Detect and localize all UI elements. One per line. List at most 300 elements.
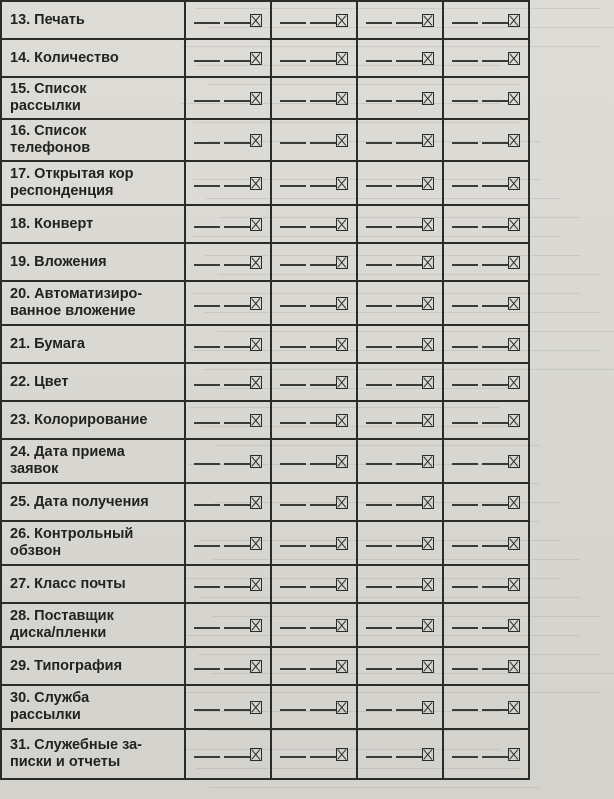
fill-in-blank[interactable] <box>280 346 306 348</box>
fill-in-blank[interactable] <box>366 22 392 24</box>
crossed-box-icon[interactable] <box>250 748 262 761</box>
crossed-box-icon[interactable] <box>508 701 520 714</box>
crossed-box-icon[interactable] <box>250 256 262 269</box>
crossed-box-icon[interactable] <box>508 660 520 673</box>
crossed-box-icon[interactable] <box>508 619 520 632</box>
fill-in-blank[interactable] <box>310 668 336 670</box>
fill-in-blank[interactable] <box>396 384 422 386</box>
fill-in-blank[interactable] <box>224 60 250 62</box>
fill-in-blank[interactable] <box>396 627 422 629</box>
fill-in-blank[interactable] <box>310 586 336 588</box>
fill-in-blank[interactable] <box>194 504 220 506</box>
answer-cell <box>357 483 443 521</box>
crossed-box-icon[interactable] <box>422 455 434 468</box>
crossed-box-icon[interactable] <box>336 177 348 190</box>
fill-in-blank[interactable] <box>310 463 336 465</box>
blank-lines <box>452 94 508 102</box>
answer-cell <box>357 401 443 439</box>
answer-cell <box>357 243 443 281</box>
fill-in-blank[interactable] <box>194 100 220 102</box>
crossed-box-icon[interactable] <box>250 660 262 673</box>
crossed-box-icon[interactable] <box>250 376 262 389</box>
blank-lines <box>194 258 250 266</box>
fill-in-blank[interactable] <box>194 226 220 228</box>
fill-in-blank[interactable] <box>310 709 336 711</box>
row-label: 29. Типография <box>1 647 185 685</box>
fill-in-blank[interactable] <box>396 305 422 307</box>
fill-in-blank[interactable] <box>224 142 250 144</box>
crossed-box-icon[interactable] <box>422 537 434 550</box>
fill-in-blank[interactable] <box>194 422 220 424</box>
fill-in-blank[interactable] <box>310 226 336 228</box>
fill-in-blank[interactable] <box>482 709 508 711</box>
fill-in-blank[interactable] <box>194 185 220 187</box>
fill-in-blank[interactable] <box>224 668 250 670</box>
fill-in-blank[interactable] <box>396 60 422 62</box>
crossed-box-icon[interactable] <box>250 14 262 27</box>
crossed-box-icon[interactable] <box>336 134 348 147</box>
crossed-box-icon[interactable] <box>508 92 520 105</box>
crossed-box-icon[interactable] <box>336 14 348 27</box>
fill-in-blank[interactable] <box>366 185 392 187</box>
fill-in-blank[interactable] <box>482 100 508 102</box>
fill-in-blank[interactable] <box>310 305 336 307</box>
table-row <box>1 401 529 439</box>
blank-lines <box>366 340 422 348</box>
fill-in-blank[interactable] <box>482 384 508 386</box>
fill-in-blank[interactable] <box>280 264 306 266</box>
fill-in-blank[interactable] <box>194 60 220 62</box>
crossed-box-icon[interactable] <box>508 338 520 351</box>
crossed-box-icon[interactable] <box>336 578 348 591</box>
crossed-box-icon[interactable] <box>250 134 262 147</box>
blank-lines <box>366 136 422 144</box>
answer-cell <box>185 161 271 205</box>
crossed-box-icon[interactable] <box>250 338 262 351</box>
fill-in-blank[interactable] <box>452 100 478 102</box>
blank-lines <box>452 580 508 588</box>
crossed-box-icon[interactable] <box>336 619 348 632</box>
fill-in-blank[interactable] <box>366 668 392 670</box>
fill-in-blank[interactable] <box>194 756 220 758</box>
fill-in-blank[interactable] <box>224 226 250 228</box>
fill-in-blank[interactable] <box>194 709 220 711</box>
answer-cell <box>271 243 357 281</box>
fill-in-blank[interactable] <box>482 264 508 266</box>
fill-in-blank[interactable] <box>366 627 392 629</box>
fill-in-blank[interactable] <box>280 668 306 670</box>
table-row <box>1 161 529 205</box>
fill-in-blank[interactable] <box>452 668 478 670</box>
crossed-box-icon[interactable] <box>508 297 520 310</box>
fill-in-blank[interactable] <box>310 60 336 62</box>
crossed-box-icon[interactable] <box>250 177 262 190</box>
fill-in-blank[interactable] <box>396 226 422 228</box>
fill-in-blank[interactable] <box>452 504 478 506</box>
crossed-box-icon[interactable] <box>336 701 348 714</box>
fill-in-blank[interactable] <box>482 586 508 588</box>
fill-in-blank[interactable] <box>224 305 250 307</box>
crossed-box-icon[interactable] <box>336 537 348 550</box>
fill-in-blank[interactable] <box>224 504 250 506</box>
crossed-box-icon[interactable] <box>422 92 434 105</box>
crossed-box-icon[interactable] <box>250 92 262 105</box>
crossed-box-icon[interactable] <box>422 218 434 231</box>
fill-in-blank[interactable] <box>310 346 336 348</box>
table-row <box>1 483 529 521</box>
crossed-box-icon[interactable] <box>508 414 520 427</box>
fill-in-blank[interactable] <box>452 422 478 424</box>
answer-cell <box>357 1 443 39</box>
crossed-box-icon[interactable] <box>422 619 434 632</box>
answer-cell <box>443 647 529 685</box>
fill-in-blank[interactable] <box>366 709 392 711</box>
fill-in-blank[interactable] <box>482 756 508 758</box>
fill-in-blank[interactable] <box>310 100 336 102</box>
fill-in-blank[interactable] <box>366 384 392 386</box>
fill-in-blank[interactable] <box>310 264 336 266</box>
crossed-box-icon[interactable] <box>422 578 434 591</box>
fill-in-blank[interactable] <box>194 142 220 144</box>
crossed-box-icon[interactable] <box>250 297 262 310</box>
crossed-box-icon[interactable] <box>336 297 348 310</box>
fill-in-blank[interactable] <box>452 142 478 144</box>
crossed-box-icon[interactable] <box>422 660 434 673</box>
fill-in-blank[interactable] <box>194 545 220 547</box>
blank-lines <box>194 662 250 670</box>
blank-lines <box>366 457 422 465</box>
crossed-box-icon[interactable] <box>422 748 434 761</box>
answer-cell <box>357 161 443 205</box>
fill-in-blank[interactable] <box>482 305 508 307</box>
crossed-box-icon[interactable] <box>336 376 348 389</box>
fill-in-blank[interactable] <box>194 627 220 629</box>
answer-cell <box>357 363 443 401</box>
fill-in-blank[interactable] <box>310 545 336 547</box>
fill-in-blank[interactable] <box>482 22 508 24</box>
fill-in-blank[interactable] <box>194 586 220 588</box>
table-row <box>1 243 529 281</box>
crossed-box-icon[interactable] <box>422 414 434 427</box>
crossed-box-icon[interactable] <box>508 578 520 591</box>
fill-in-blank[interactable] <box>310 627 336 629</box>
crossed-box-icon[interactable] <box>250 52 262 65</box>
fill-in-blank[interactable] <box>452 627 478 629</box>
answer-cell <box>185 281 271 325</box>
blank-lines <box>366 498 422 506</box>
fill-in-blank[interactable] <box>366 504 392 506</box>
blank-lines <box>452 220 508 228</box>
crossed-box-icon[interactable] <box>336 92 348 105</box>
answer-cell <box>443 161 529 205</box>
blank-lines <box>280 621 336 629</box>
fill-in-blank[interactable] <box>224 22 250 24</box>
fill-in-blank[interactable] <box>482 226 508 228</box>
crossed-box-icon[interactable] <box>508 256 520 269</box>
fill-in-blank[interactable] <box>366 422 392 424</box>
row-label: 15. Список рассылки <box>1 77 185 119</box>
crossed-box-icon[interactable] <box>250 218 262 231</box>
fill-in-blank[interactable] <box>280 22 306 24</box>
fill-in-blank[interactable] <box>310 422 336 424</box>
blank-lines <box>194 54 250 62</box>
fill-in-blank[interactable] <box>366 756 392 758</box>
answer-cell <box>185 647 271 685</box>
fill-in-blank[interactable] <box>280 142 306 144</box>
answer-cell <box>185 729 271 779</box>
fill-in-blank[interactable] <box>482 627 508 629</box>
answer-cell <box>185 685 271 729</box>
blank-lines <box>452 299 508 307</box>
fill-in-blank[interactable] <box>396 545 422 547</box>
blank-lines <box>452 457 508 465</box>
fill-in-blank[interactable] <box>224 463 250 465</box>
crossed-box-icon[interactable] <box>336 455 348 468</box>
fill-in-blank[interactable] <box>482 346 508 348</box>
fill-in-blank[interactable] <box>396 586 422 588</box>
row-label: 14. Количество <box>1 39 185 77</box>
answer-cell <box>271 1 357 39</box>
answer-cell <box>185 119 271 161</box>
fill-in-blank[interactable] <box>366 100 392 102</box>
fill-in-blank[interactable] <box>396 422 422 424</box>
crossed-box-icon[interactable] <box>422 134 434 147</box>
fill-in-blank[interactable] <box>280 586 306 588</box>
crossed-box-icon[interactable] <box>336 496 348 509</box>
fill-in-blank[interactable] <box>366 142 392 144</box>
blank-lines <box>452 136 508 144</box>
crossed-box-icon[interactable] <box>250 537 262 550</box>
blank-lines <box>452 498 508 506</box>
fill-in-blank[interactable] <box>194 264 220 266</box>
fill-in-blank[interactable] <box>366 60 392 62</box>
fill-in-blank[interactable] <box>280 545 306 547</box>
blank-lines <box>280 457 336 465</box>
blank-lines <box>194 378 250 386</box>
fill-in-blank[interactable] <box>224 709 250 711</box>
crossed-box-icon[interactable] <box>508 52 520 65</box>
fill-in-blank[interactable] <box>194 384 220 386</box>
fill-in-blank[interactable] <box>310 756 336 758</box>
row-label: 19. Вложения <box>1 243 185 281</box>
crossed-box-icon[interactable] <box>250 701 262 714</box>
row-label: 26. Контрольный обзвон <box>1 521 185 565</box>
fill-in-blank[interactable] <box>366 463 392 465</box>
blank-lines <box>194 220 250 228</box>
crossed-box-icon[interactable] <box>508 376 520 389</box>
answer-cell <box>443 325 529 363</box>
crossed-box-icon[interactable] <box>250 414 262 427</box>
fill-in-blank[interactable] <box>194 463 220 465</box>
fill-in-blank[interactable] <box>482 185 508 187</box>
crossed-box-icon[interactable] <box>422 701 434 714</box>
crossed-box-icon[interactable] <box>336 256 348 269</box>
fill-in-blank[interactable] <box>310 504 336 506</box>
answer-cell <box>185 205 271 243</box>
crossed-box-icon[interactable] <box>508 134 520 147</box>
fill-in-blank[interactable] <box>280 305 306 307</box>
crossed-box-icon[interactable] <box>336 748 348 761</box>
fill-in-blank[interactable] <box>452 185 478 187</box>
fill-in-blank[interactable] <box>452 384 478 386</box>
row-label: 23. Колорирование <box>1 401 185 439</box>
crossed-box-icon[interactable] <box>336 414 348 427</box>
blank-lines <box>452 621 508 629</box>
blank-lines <box>194 136 250 144</box>
fill-in-blank[interactable] <box>396 100 422 102</box>
crossed-box-icon[interactable] <box>422 256 434 269</box>
fill-in-blank[interactable] <box>224 185 250 187</box>
fill-in-blank[interactable] <box>452 22 478 24</box>
blank-lines <box>280 750 336 758</box>
fill-in-blank[interactable] <box>194 22 220 24</box>
fill-in-blank[interactable] <box>280 756 306 758</box>
answer-cell <box>443 363 529 401</box>
fill-in-blank[interactable] <box>280 463 306 465</box>
fill-in-blank[interactable] <box>224 545 250 547</box>
crossed-box-icon[interactable] <box>422 52 434 65</box>
fill-in-blank[interactable] <box>366 346 392 348</box>
fill-in-blank[interactable] <box>310 185 336 187</box>
blank-lines <box>366 580 422 588</box>
row-label: 28. Поставщик диска/пленки <box>1 603 185 647</box>
blank-lines <box>452 16 508 24</box>
crossed-box-icon[interactable] <box>422 338 434 351</box>
fill-in-blank[interactable] <box>366 545 392 547</box>
fill-in-blank[interactable] <box>396 22 422 24</box>
fill-in-blank[interactable] <box>280 504 306 506</box>
fill-in-blank[interactable] <box>482 504 508 506</box>
fill-in-blank[interactable] <box>452 545 478 547</box>
fill-in-blank[interactable] <box>280 60 306 62</box>
row-label: 16. Список телефонов <box>1 119 185 161</box>
fill-in-blank[interactable] <box>452 305 478 307</box>
table-row <box>1 521 529 565</box>
crossed-box-icon[interactable] <box>422 297 434 310</box>
fill-in-blank[interactable] <box>224 264 250 266</box>
fill-in-blank[interactable] <box>396 185 422 187</box>
fill-in-blank[interactable] <box>280 384 306 386</box>
fill-in-blank[interactable] <box>310 22 336 24</box>
blank-lines <box>452 703 508 711</box>
crossed-box-icon[interactable] <box>422 376 434 389</box>
fill-in-blank[interactable] <box>194 305 220 307</box>
fill-in-blank[interactable] <box>452 346 478 348</box>
fill-in-blank[interactable] <box>280 100 306 102</box>
crossed-box-icon[interactable] <box>250 619 262 632</box>
fill-in-blank[interactable] <box>482 463 508 465</box>
crossed-box-icon[interactable] <box>508 14 520 27</box>
fill-in-blank[interactable] <box>482 668 508 670</box>
answer-cell <box>185 39 271 77</box>
answer-cell <box>185 483 271 521</box>
answer-cell <box>443 205 529 243</box>
fill-in-blank[interactable] <box>396 463 422 465</box>
fill-in-blank[interactable] <box>224 627 250 629</box>
crossed-box-icon[interactable] <box>336 218 348 231</box>
fill-in-blank[interactable] <box>224 384 250 386</box>
fill-in-blank[interactable] <box>310 142 336 144</box>
crossed-box-icon[interactable] <box>250 496 262 509</box>
fill-in-blank[interactable] <box>366 264 392 266</box>
fill-in-blank[interactable] <box>452 264 478 266</box>
fill-in-blank[interactable] <box>482 422 508 424</box>
fill-in-blank[interactable] <box>280 709 306 711</box>
fill-in-blank[interactable] <box>280 226 306 228</box>
fill-in-blank[interactable] <box>194 668 220 670</box>
crossed-box-icon[interactable] <box>336 660 348 673</box>
fill-in-blank[interactable] <box>224 756 250 758</box>
fill-in-blank[interactable] <box>396 142 422 144</box>
fill-in-blank[interactable] <box>280 185 306 187</box>
crossed-box-icon[interactable] <box>422 14 434 27</box>
fill-in-blank[interactable] <box>396 709 422 711</box>
blank-lines <box>366 621 422 629</box>
fill-in-blank[interactable] <box>194 346 220 348</box>
crossed-box-icon[interactable] <box>508 748 520 761</box>
answer-cell <box>357 647 443 685</box>
fill-in-blank[interactable] <box>280 422 306 424</box>
fill-in-blank[interactable] <box>224 422 250 424</box>
answer-cell <box>443 685 529 729</box>
fill-in-blank[interactable] <box>396 264 422 266</box>
fill-in-blank[interactable] <box>224 100 250 102</box>
fill-in-blank[interactable] <box>366 586 392 588</box>
fill-in-blank[interactable] <box>366 226 392 228</box>
fill-in-blank[interactable] <box>396 668 422 670</box>
blank-lines <box>452 662 508 670</box>
blank-lines <box>452 378 508 386</box>
answer-cell <box>443 1 529 39</box>
answer-cell <box>357 205 443 243</box>
crossed-box-icon[interactable] <box>250 578 262 591</box>
crossed-box-icon[interactable] <box>508 177 520 190</box>
crossed-box-icon[interactable] <box>336 338 348 351</box>
crossed-box-icon[interactable] <box>336 52 348 65</box>
crossed-box-icon[interactable] <box>508 537 520 550</box>
fill-in-blank[interactable] <box>280 627 306 629</box>
crossed-box-icon[interactable] <box>422 177 434 190</box>
fill-in-blank[interactable] <box>452 709 478 711</box>
fill-in-blank[interactable] <box>310 384 336 386</box>
fill-in-blank[interactable] <box>224 586 250 588</box>
fill-in-blank[interactable] <box>224 346 250 348</box>
fill-in-blank[interactable] <box>396 756 422 758</box>
fill-in-blank[interactable] <box>452 60 478 62</box>
fill-in-blank[interactable] <box>452 226 478 228</box>
crossed-box-icon[interactable] <box>508 496 520 509</box>
crossed-box-icon[interactable] <box>508 218 520 231</box>
fill-in-blank[interactable] <box>396 346 422 348</box>
fill-in-blank[interactable] <box>366 305 392 307</box>
fill-in-blank[interactable] <box>452 463 478 465</box>
answer-cell <box>185 565 271 603</box>
blank-lines <box>194 703 250 711</box>
answer-cell <box>443 565 529 603</box>
fill-in-blank[interactable] <box>482 60 508 62</box>
fill-in-blank[interactable] <box>482 545 508 547</box>
fill-in-blank[interactable] <box>482 142 508 144</box>
fill-in-blank[interactable] <box>452 756 478 758</box>
fill-in-blank[interactable] <box>452 586 478 588</box>
blank-lines <box>194 299 250 307</box>
answer-cell <box>271 39 357 77</box>
crossed-box-icon[interactable] <box>508 455 520 468</box>
crossed-box-icon[interactable] <box>422 496 434 509</box>
crossed-box-icon[interactable] <box>250 455 262 468</box>
fill-in-blank[interactable] <box>396 504 422 506</box>
answer-cell <box>185 521 271 565</box>
